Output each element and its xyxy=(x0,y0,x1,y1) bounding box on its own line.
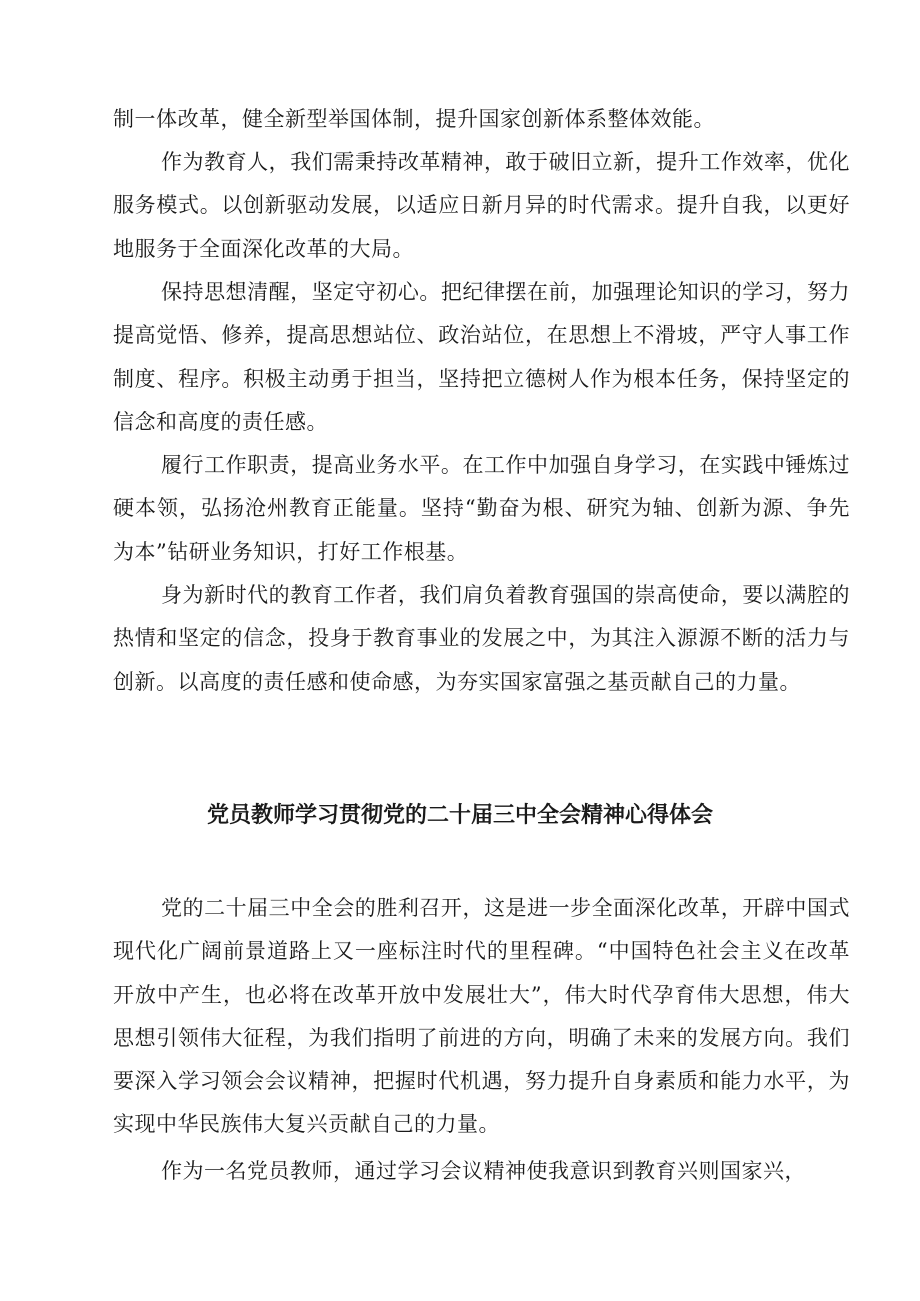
paragraph-mission: 身为新时代的教育工作者，我们肩负着教育强国的崇高使命，要以满腔的热情和坚定的信念，投身于教育事业的发展之中，为其注入源源不断的活力与创新。以高度的责任感和使命感，为夯实国家富强之基贡献自己的力量。 xyxy=(113,583,850,694)
paragraph-clear-thinking: 保持思想清醒，坚定守初心。把纪律摆在前，加强理论知识的学习，努力提高觉悟、修养，提高思想站位、政治站位，在思想上不滑坡，严守人事工作制度、程序。积极主动勇于担当，坚持把立德树人作为根本任务，保持坚定的信念和高度的责任感。 xyxy=(113,280,850,434)
section-title: 党员教师学习贯彻党的二十届三中全会精神心得体会 xyxy=(206,803,713,828)
paragraph-plenum-intro: 党的二十届三中全会的胜利召开，这是进一步全面深化改革，开辟中国式现代化广阔前景道路上又一座标注时代的里程碑。“中国特色社会主义在改革开放中产生，也必将在改革开放中发展壮大”，伟大时代孕育伟大思想，伟大思想引领伟大征程，为我们指明了前进的方向，明确了未来的发展方向。我们要深入学习领会会议精神，把握时代机遇，努力提升自身素质和能力水平，为实现中华民族伟大复兴贡献自己的力量。 xyxy=(113,896,850,1137)
paragraph-party-teacher: 作为一名党员教师，通过学习会议精神使我意识到教育兴则国家兴， xyxy=(161,1159,806,1183)
paragraph-continuation: 制一体改革，健全新型举国体制，提升国家创新体系整体效能。 xyxy=(113,107,715,131)
paragraph-job-duties: 履行工作职责，提高业务水平。在工作中加强自身学习，在实践中锤炼过硬本领，弘扬沧州教育正能量。坚持“勤奋为根、研究为轴、创新为源、争先为本”钻研业务知识，打好工作根基。 xyxy=(113,453,850,564)
paragraph-reform-spirit: 作为教育人，我们需秉持改革精神，敢于破旧立新，提升工作效率，优化服务模式。以创新驱动发展，以适应日新月异的时代需求。提升自我，以更好地服务于全面深化改革的大局。 xyxy=(113,150,850,261)
